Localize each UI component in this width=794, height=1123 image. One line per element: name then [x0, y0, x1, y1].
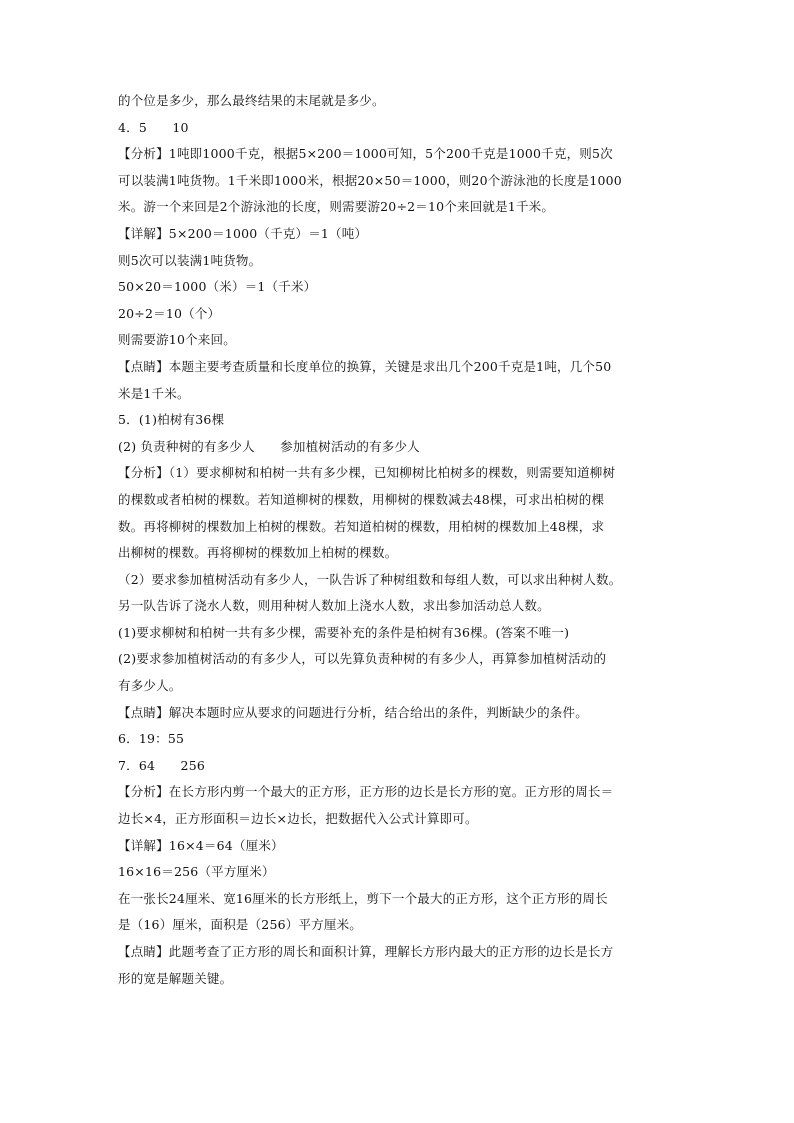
comment-5: 【点睛】解决本题时应从要求的问题进行分析，结合给出的条件，判断缺少的条件。	[118, 704, 588, 720]
answer-6: 6．19：55	[118, 731, 185, 747]
detail-5-line-2: (2)要求参加植树活动的有多少人，可以先算负责种树的有多少人，再算参加植树活动的	[118, 651, 607, 667]
analysis-5-line-5: （2）要求参加植树活动有多少人，一队告诉了种树组数和每组人数，可以求出种树人数。	[118, 571, 622, 587]
analysis-7-line-2: 边长×4，正方形面积＝边长×边长，把数据代入公式计算即可。	[118, 811, 478, 827]
analysis-5-line-1: 【分析】（1）要求柳树和柏树一共有多少棵，已知柳树比柏树多的棵数，则需要知道柳树	[118, 465, 616, 481]
detail-5-line-3: 有多少人。	[118, 678, 182, 694]
analysis-7-line-1: 【分析】在长方形内剪一个最大的正方形，正方形的边长是长方形的宽。正方形的周长＝	[118, 784, 614, 800]
detail-4-line-5: 则需要游10个来回。	[118, 332, 236, 348]
comment-4-line-2: 米是1千米。	[118, 385, 190, 401]
detail-7-line-4: 是（16）厘米，面积是（256）平方厘米。	[118, 917, 362, 933]
detail-7-line-2: 16×16＝256（平方厘米）	[118, 864, 275, 880]
answer-4: 4．5 10	[118, 119, 189, 135]
analysis-5-line-4: 出柳树的棵数。再将柳树的棵数加上柏树的棵数。	[118, 545, 398, 561]
detail-7-line-1: 【详解】16×4＝64（厘米）	[118, 837, 284, 853]
detail-5-line-1: (1)要求柳树和柏树一共有多少棵，需要补充的条件是柏树有36棵。(答案不唯一)	[118, 624, 570, 640]
detail-4-line-3: 50×20＝1000（米）＝1（千米）	[118, 279, 317, 295]
comment-7-line-1: 【点睛】此题考查了正方形的周长和面积计算，理解长方形内最大的正方形的边长是长方	[118, 944, 614, 959]
detail-4-line-2: 则5次可以装满1吨货物。	[118, 252, 262, 268]
analysis-5-line-3: 数。再将柳树的棵数加上柏树的棵数。若知道柏树的棵数，用柏树的棵数加上48棵，求	[118, 518, 605, 534]
analysis-4-line-3: 米。游一个来回是2个游泳池的长度，则需要游20÷2＝10个来回就是1千米。	[118, 199, 555, 215]
analysis-5-line-2: 的棵数或者柏树的棵数。若知道柳树的棵数，用柳树的棵数减去48棵，可求出柏树的棵	[118, 491, 605, 507]
detail-4-line-1: 【详解】5×200＝1000（千克）＝1（吨）	[118, 225, 368, 241]
detail-7-line-3: 在一张长24厘米、宽16厘米的长方形纸上，剪下一个最大的正方形，这个正方形的周长	[118, 890, 608, 906]
analysis-4-line-2: 可以装满1吨货物。1千米即1000米，根据20×50＝1000，则20个游泳池的长度是1000	[118, 172, 622, 188]
detail-4-line-4: 20÷2＝10（个）	[118, 305, 221, 321]
answer-5-part-1: 5．(1)柏树有36棵	[118, 412, 225, 428]
document-page	[118, 88, 678, 992]
comment-7-line-2: 形的宽是解题关键。	[118, 970, 233, 986]
answer-5-part-2: (2) 负责种树的有多少人 参加植树活动的有多少人	[118, 438, 420, 454]
analysis-5-line-6: 另一队告诉了浇水人数，则用种树人数加上浇水人数，求出参加活动总人数。	[118, 598, 550, 614]
analysis-4-line-1: 【分析】1吨即1000千克，根据5×200＝1000可知，5个200千克是1000千克，则5次	[118, 146, 613, 162]
text-line-1: 的个位是多少，那么最终结果的末尾就是多少。	[118, 93, 385, 108]
comment-4-line-1: 【点睛】本题主要考查质量和长度单位的换算，关键是求出几个200千克是1吨，几个50	[118, 358, 612, 374]
answer-7: 7．64 256	[118, 757, 206, 773]
